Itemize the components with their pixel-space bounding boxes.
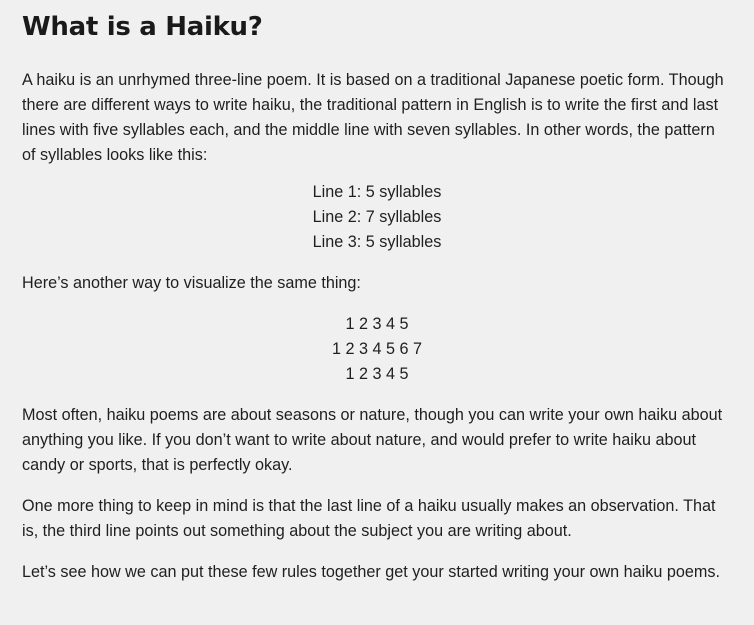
syllable-line-1: Line 1: 5 syllables: [312, 183, 442, 201]
closing-paragraph: Let’s see how we can put these few rules together get your started writing your own haiku poems.: [22, 563, 720, 581]
syllable-pattern-list: [22, 180, 732, 255]
observation-paragraph: One more thing to keep in mind is that the last line of a haiku usually makes an observation. That is, the third line points out something about the subject you are writing about.: [22, 497, 716, 540]
count-line-3: 1 2 3 4 5: [345, 365, 409, 383]
page-title: What is a Haiku?: [22, 12, 263, 42]
count-line-2: 1 2 3 4 5 6 7: [331, 340, 422, 358]
syllable-count-list: [22, 312, 732, 387]
intro-paragraph: A haiku is an unrhymed three-line poem. It is based on a traditional Japanese poetic form. Though there are different ways to write haiku, the traditional pattern in English is to write the first and last lines with five syllables each, and the middle line with seven syllables. In other words, the pattern of syllables looks like this:: [22, 71, 724, 164]
count-line-1: 1 2 3 4 5: [345, 315, 409, 333]
syllable-line-3: Line 3: 5 syllables: [312, 233, 442, 251]
visualize-paragraph: Here’s another way to visualize the same thing:: [22, 274, 361, 292]
syllable-line-2: Line 2: 7 syllables: [312, 208, 442, 226]
topics-paragraph: Most often, haiku poems are about seasons or nature, though you can write your own haiku about anything you like. If you don’t want to write about nature, and would prefer to write haiku about candy or sports, that is perfectly okay.: [22, 406, 723, 474]
